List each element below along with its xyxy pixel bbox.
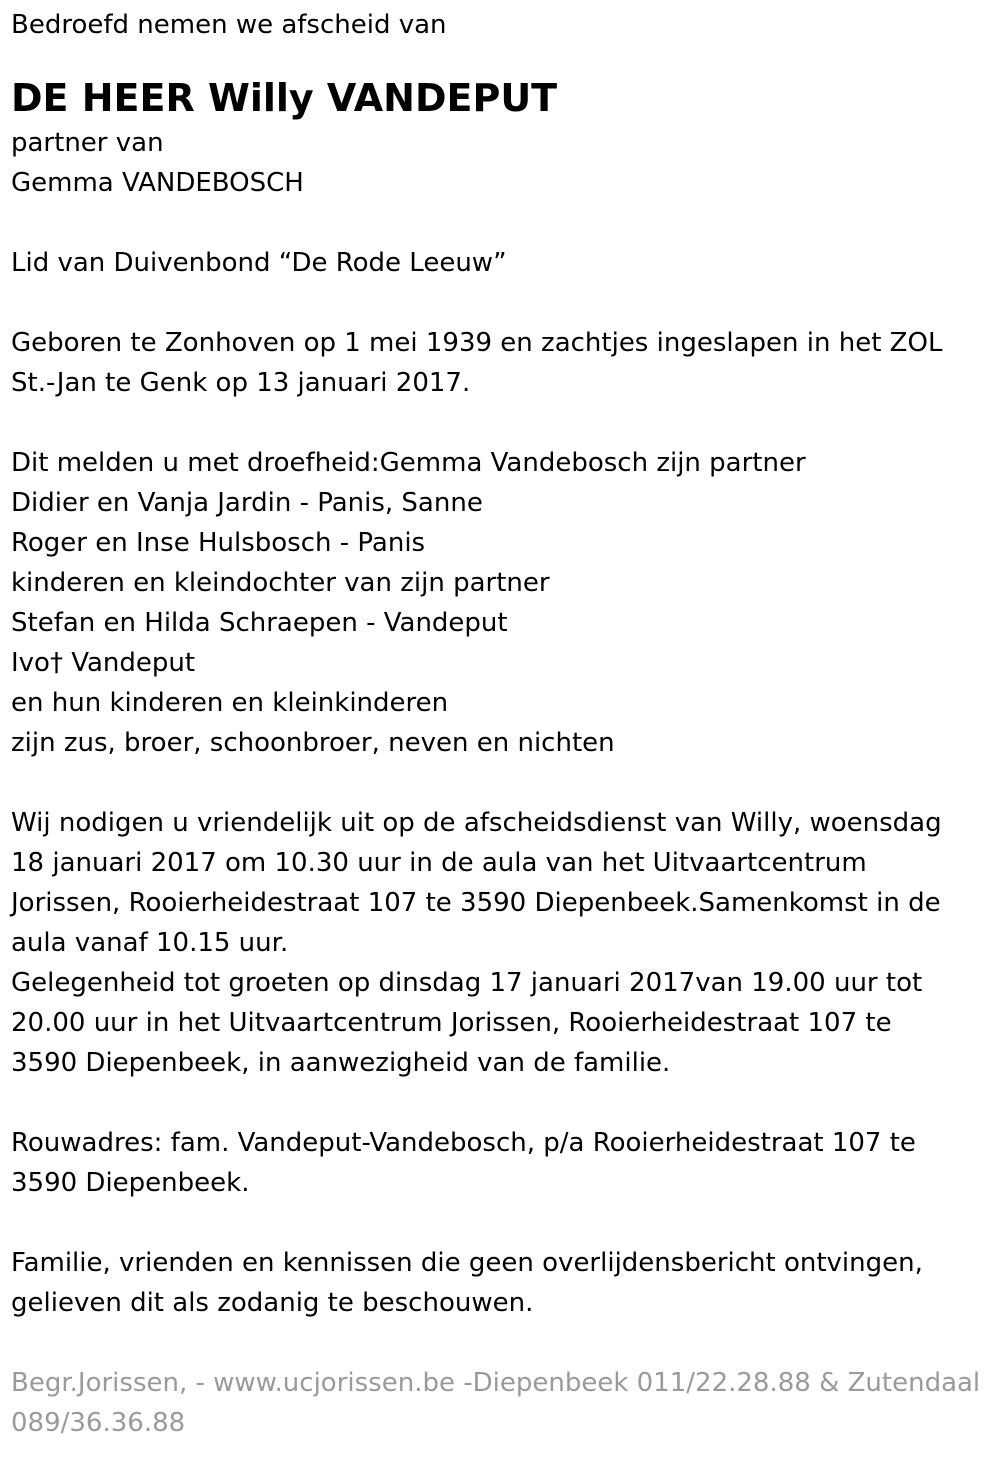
membership-text: Lid van Duivenbond “De Rode Leeuw” <box>11 248 507 278</box>
notice-line: gelieven dit als zodanig te beschouwen. <box>11 1288 534 1318</box>
service-line: Wij nodigen u vriendelijk uit op de afscheidsdienst van Willy, woensdag <box>11 808 942 838</box>
notice-line: Familie, vrienden en kennissen die geen overlijdensbericht ontvingen, <box>11 1248 923 1278</box>
partner-label: partner van <box>11 128 164 158</box>
footer-line: 089/36.36.88 <box>11 1408 186 1438</box>
birth-death-paragraph <box>11 323 986 403</box>
family-line: Roger en Inse Hulsbosch - Panis <box>11 528 426 558</box>
spacer <box>11 283 986 323</box>
spacer <box>11 203 986 243</box>
birth-death-line: St.-Jan te Genk op 13 januari 2017. <box>11 368 471 398</box>
service-line: Jorissen, Rooierheidestraat 107 te 3590 Diepenbeek.Samenkomst in de <box>11 888 941 918</box>
service-line: aula vanaf 10.15 uur. <box>11 928 289 958</box>
partner-name: Gemma VANDEBOSCH <box>11 168 304 198</box>
family-line: en hun kinderen en kleinkinderen <box>11 688 449 718</box>
death-notice <box>11 0 986 1443</box>
intro-text: Bedroefd nemen we afscheid van <box>11 10 447 40</box>
service-paragraph <box>11 803 986 1083</box>
family-line: Didier en Vanja Jardin - Panis, Sanne <box>11 488 483 518</box>
address-paragraph <box>11 1123 986 1203</box>
family-line: Dit melden u met droefheid:Gemma Vandebosch zijn partner <box>11 448 806 478</box>
family-line: kinderen en kleindochter van zijn partner <box>11 568 550 598</box>
family-line: Ivo† Vandeput <box>11 648 196 678</box>
notice-paragraph <box>11 1243 986 1323</box>
address-line: 3590 Diepenbeek. <box>11 1168 250 1198</box>
service-line: 20.00 uur in het Uitvaartcentrum Jorissen, Rooierheidestraat 107 te <box>11 1008 892 1038</box>
service-line: 18 januari 2017 om 10.30 uur in de aula van het Uitvaartcentrum <box>11 848 867 878</box>
footer-line: Begr.Jorissen, - www.ucjorissen.be -Diepenbeek 011/22.28.88 & Zutendaal <box>11 1368 981 1398</box>
family-line: zijn zus, broer, schoonbroer, neven en nichten <box>11 728 615 758</box>
spacer <box>11 403 986 443</box>
deceased-name: DE HEER Willy VANDEPUT <box>11 76 558 120</box>
spacer <box>11 1083 986 1123</box>
service-line: 3590 Diepenbeek, in aanwezigheid van de familie. <box>11 1048 671 1078</box>
address-line: Rouwadres: fam. Vandeput-Vandebosch, p/a Rooierheidestraat 107 te <box>11 1128 916 1158</box>
spacer <box>11 1203 986 1243</box>
spacer <box>11 763 986 803</box>
spacer <box>11 1323 986 1363</box>
family-list <box>11 443 986 763</box>
funeral-director-footer <box>11 1363 986 1443</box>
family-line: Stefan en Hilda Schraepen - Vandeput <box>11 608 508 638</box>
service-line: Gelegenheid tot groeten op dinsdag 17 januari 2017van 19.00 uur tot <box>11 968 923 998</box>
birth-death-line: Geboren te Zonhoven op 1 mei 1939 en zachtjes ingeslapen in het ZOL <box>11 328 943 358</box>
